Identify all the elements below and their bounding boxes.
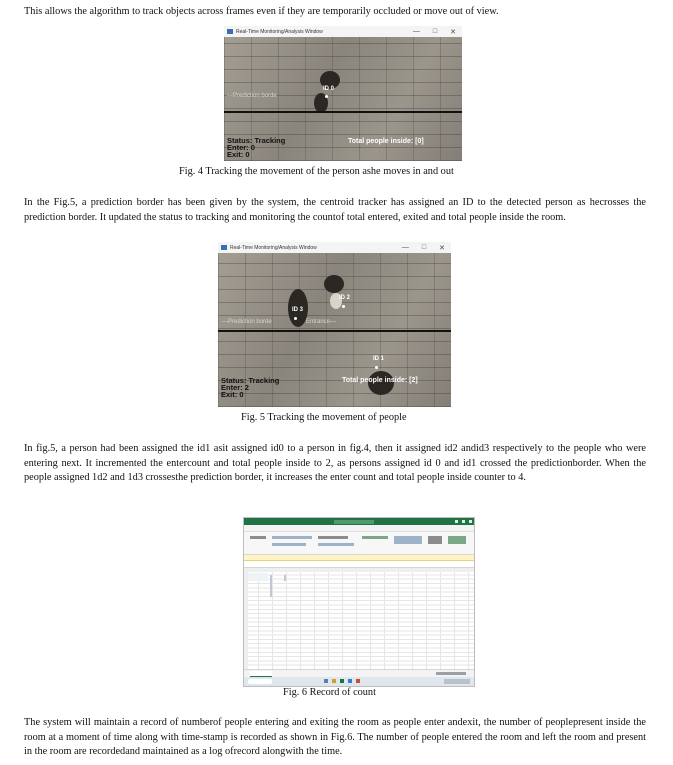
fig4-camera-frame xyxy=(224,37,462,161)
fig5-centroid-dot-id1 xyxy=(375,366,378,369)
ribbon-clipboard-group[interactable] xyxy=(250,536,266,539)
ribbon-editing-group[interactable] xyxy=(428,536,442,544)
paragraph-record-discussion: The system will maintain a record of numberof people entering and exiting the room as people enter andexit, the number of peoplepresent inside the room at a moment of time along with time-stamp is recorded as shown in Fig.6. The number of people entered the room and left the room and present in the room are recordedand maintained as a log ofrecord alongwith the time. xyxy=(24,717,646,758)
fig4-id-label: ID 0 xyxy=(323,86,335,92)
close-icon[interactable]: ✕ xyxy=(439,244,445,252)
ribbon-styles-group[interactable] xyxy=(362,536,388,539)
fig4-prediction-border xyxy=(224,111,462,113)
fig4-monitoring-window xyxy=(224,26,462,161)
monitor-app-icon xyxy=(227,29,233,34)
maximize-icon[interactable] xyxy=(462,520,465,523)
fig5-enter: Enter: 2 xyxy=(221,383,249,392)
excel-enter-count-column xyxy=(270,575,272,597)
monitor-app-icon xyxy=(221,245,227,250)
excel-menu-bar xyxy=(244,525,474,532)
close-icon[interactable] xyxy=(469,520,472,523)
ribbon-font-format-group[interactable] xyxy=(272,543,306,546)
excel-timestamp-column xyxy=(248,573,268,581)
paragraph-intro: This allows the algorithm to track objects across frames even if they are temporarily occluded or move out of view. xyxy=(24,6,499,17)
ribbon-cells-group[interactable] xyxy=(394,536,422,544)
excel-ribbon xyxy=(244,532,474,555)
windows-taskbar xyxy=(244,677,474,686)
fig5-camera-frame xyxy=(218,253,451,407)
fig5-border-label: —Prediction borde xyxy=(222,319,272,325)
ribbon-number-group[interactable] xyxy=(318,543,354,546)
fig5-status: Status: Tracking xyxy=(221,376,280,385)
excel-formula-bar[interactable] xyxy=(244,561,474,568)
fig5-person-id2-body xyxy=(324,275,344,293)
fig5-exit: Exit: 0 xyxy=(221,390,244,399)
ribbon-font-group[interactable] xyxy=(272,536,312,539)
fig5-window-title: Real-Time Monitoring/Analysis Window xyxy=(230,244,317,251)
taskbar-app-icon[interactable] xyxy=(324,679,328,683)
taskbar-browser-icon[interactable] xyxy=(348,679,352,683)
fig6-excel-window xyxy=(243,517,475,687)
fig4-border-label: —Prediction borde xyxy=(227,93,277,99)
fig5-titlebar xyxy=(218,242,451,253)
maximize-icon[interactable]: □ xyxy=(421,244,427,251)
taskbar-search-box[interactable] xyxy=(248,679,272,684)
fig5-caption: Fig. 5 Tracking the movement of people xyxy=(241,412,407,423)
excel-search-box[interactable] xyxy=(334,520,374,524)
excel-sheet-tabs xyxy=(244,669,474,677)
fig5-prediction-border xyxy=(218,330,451,332)
taskbar-app-icon-2[interactable] xyxy=(356,679,360,683)
fig5-id1-label: ID 1 xyxy=(373,356,385,362)
fig4-window-title: Real-Time Monitoring/Analysis Window xyxy=(236,28,323,35)
ribbon-analysis-group[interactable] xyxy=(448,536,466,544)
fig4-centroid-dot xyxy=(325,95,328,98)
fig5-centroid-dot-id3 xyxy=(294,317,297,320)
fig4-status: Status: Tracking xyxy=(227,136,286,145)
excel-row-headers xyxy=(244,568,248,670)
minimize-icon[interactable]: — xyxy=(401,244,409,251)
maximize-icon[interactable]: □ xyxy=(432,28,438,35)
fig4-status-block xyxy=(227,137,285,158)
fig4-enter: Enter: 0 xyxy=(227,143,255,152)
taskbar-excel-icon[interactable] xyxy=(340,679,344,683)
fig5-entrance-label: Entrance— xyxy=(306,319,337,325)
excel-titlebar xyxy=(244,518,474,525)
fig5-id3-label: ID 3 xyxy=(292,307,304,313)
excel-column-headers xyxy=(244,568,474,572)
excel-sheet-grid[interactable] xyxy=(244,568,474,670)
fig5-id2-label: ID 2 xyxy=(339,295,351,301)
excel-zoom-slider[interactable] xyxy=(436,672,466,675)
excel-total-count-column xyxy=(284,575,286,581)
fig4-titlebar xyxy=(224,26,462,37)
fig4-caption: Fig. 4 Tracking the movement of the person ashe moves in and out xyxy=(179,166,454,177)
fig5-status-block xyxy=(221,377,279,398)
fig5-monitoring-window xyxy=(218,242,451,407)
taskbar-folder-icon[interactable] xyxy=(332,679,336,683)
fig4-total-inside: Total people inside: [0] xyxy=(348,138,424,145)
paragraph-fig5-intro: In the Fig.5, a prediction border has been given by the system, the centroid tracker has assigned an ID to the detected person as hecrosses the prediction border. It updated the status to tracking and monitoring the countof total entered, exited and total people inside the room. xyxy=(24,197,646,223)
minimize-icon[interactable]: — xyxy=(412,28,420,35)
taskbar-system-tray xyxy=(444,679,470,684)
fig5-total-inside: Total people inside: [2] xyxy=(342,377,418,384)
fig4-exit: Exit: 0 xyxy=(227,150,250,159)
minimize-icon[interactable] xyxy=(455,520,458,523)
fig5-centroid-dot-id2 xyxy=(342,305,345,308)
paragraph-fig5-discussion: In fig.5, a person had been assigned the id1 asit assigned id0 to a person in fig.4, then it assigned id2 andid3 respectively to the people who were entering next. It incremented the entercount and total people inside to 2, as persons assigned id 0 and id1 crossed the predictionborder. When the people assigned 1d2 and 1d3 crossesthe prediction border, it increases the enter count and total people inside counter to 4. xyxy=(24,443,646,484)
close-icon[interactable]: ✕ xyxy=(450,28,456,36)
ribbon-alignment-group[interactable] xyxy=(318,536,348,539)
fig6-caption: Fig. 6 Record of count xyxy=(283,687,376,698)
